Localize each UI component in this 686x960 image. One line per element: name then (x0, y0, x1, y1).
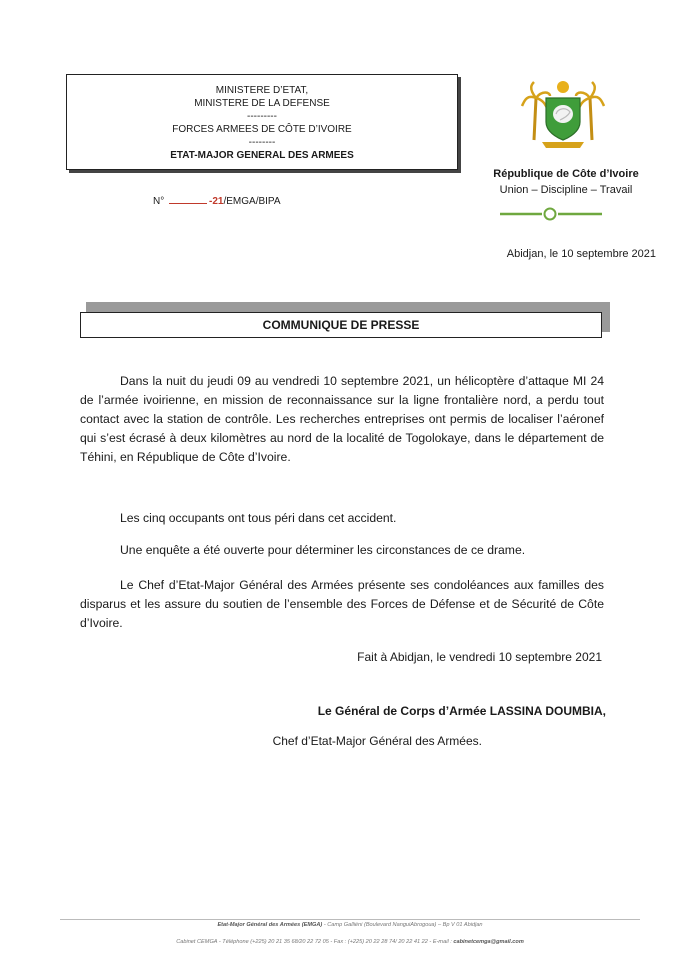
republic-name: République de Côte d’Ivoire (493, 168, 639, 180)
paragraph-1: Dans la nuit du jeudi 09 au vendredi 10 septembre 2021, un hélicoptère d’attaque MI 24 de l’armée ivoirienne, en mission de reconnaissance sur la ligne frontalière nord, a perdu tout contact avec la station de contrôle. Les recherches entreprises ont permis de localiser l’aéronef qui s’est écrasé à deux kilomètres au nord de la localité de Togolokaye, dans le département de Téhini, en République de Côte d’Ivoire. (80, 374, 604, 464)
paragraph-4: Le Chef d’Etat-Major Général des Armées présente ses condoléances aux familles des disparus et les assure du soutien de l’ensemble des Forces de Défense et de Sécurité de Côte d’Ivoire. (80, 578, 604, 630)
footer-org: Etat-Major Général des Armées (EMGA) (217, 922, 323, 928)
ref-number-value: -21 (209, 196, 224, 207)
footer-line-1 (60, 922, 640, 928)
page-title: COMMUNIQUE DE PRESSE (262, 318, 420, 332)
emblem-sun (557, 81, 569, 93)
paragraph-3: Une enquête a été ouverte pour déterminer les circonstances de ce drame. (120, 543, 526, 557)
footer-contacts: Cabinet CEMGA - Téléphone (+225) 20 21 35 68/20 22 72 05 - Fax : (+225) 20 22 28 74/ 20 22 41 22 - E-mail : (176, 939, 454, 945)
date-place: Abidjan, le 10 septembre 2021 (506, 248, 656, 260)
signatory-name: Le Général de Corps d’Armée LASSINA DOUMBIA, (317, 704, 606, 718)
general-staff-line: ETAT-MAJOR GENERAL DES ARMEES (170, 150, 354, 161)
fait-a-line: Fait à Abidjan, le vendredi 10 septembre 2021 (357, 650, 602, 664)
ministry-header-box (66, 74, 458, 170)
green-line-circle-icon (500, 206, 602, 222)
forces-line: FORCES ARMEES DE CÔTE D’IVOIRE (172, 124, 352, 135)
republic-motto: Union – Discipline – Travail (499, 184, 633, 196)
footer-email: cabinetcemga@gmail.com (453, 939, 524, 945)
footer-line-2 (60, 939, 640, 945)
republic-block (478, 166, 654, 198)
separator-2: -------- (248, 137, 276, 148)
footer-address: - Camp Galliéni (Boulevard NanguiAbrogoua) – Bp V 01 Abidjan (322, 922, 483, 928)
title-banner (80, 312, 602, 338)
ministry-line-2: MINISTERE DE LA DEFENSE (194, 98, 330, 109)
ministry-line-1: MINISTERE D’ETAT, (215, 85, 309, 96)
signatory-title: Chef d’Etat-Major Général des Armées. (272, 734, 482, 748)
ref-blank-line (169, 203, 207, 204)
ref-prefix: N° (153, 196, 165, 207)
ref-suffix: /EMGA/BIPA (223, 196, 281, 207)
footer-rule (60, 919, 640, 920)
separator-1: --------- (247, 111, 277, 122)
coat-of-arms-icon (520, 78, 606, 150)
reference-number (153, 196, 281, 207)
paragraph-2: Les cinq occupants ont tous péri dans cet accident. (120, 511, 397, 525)
